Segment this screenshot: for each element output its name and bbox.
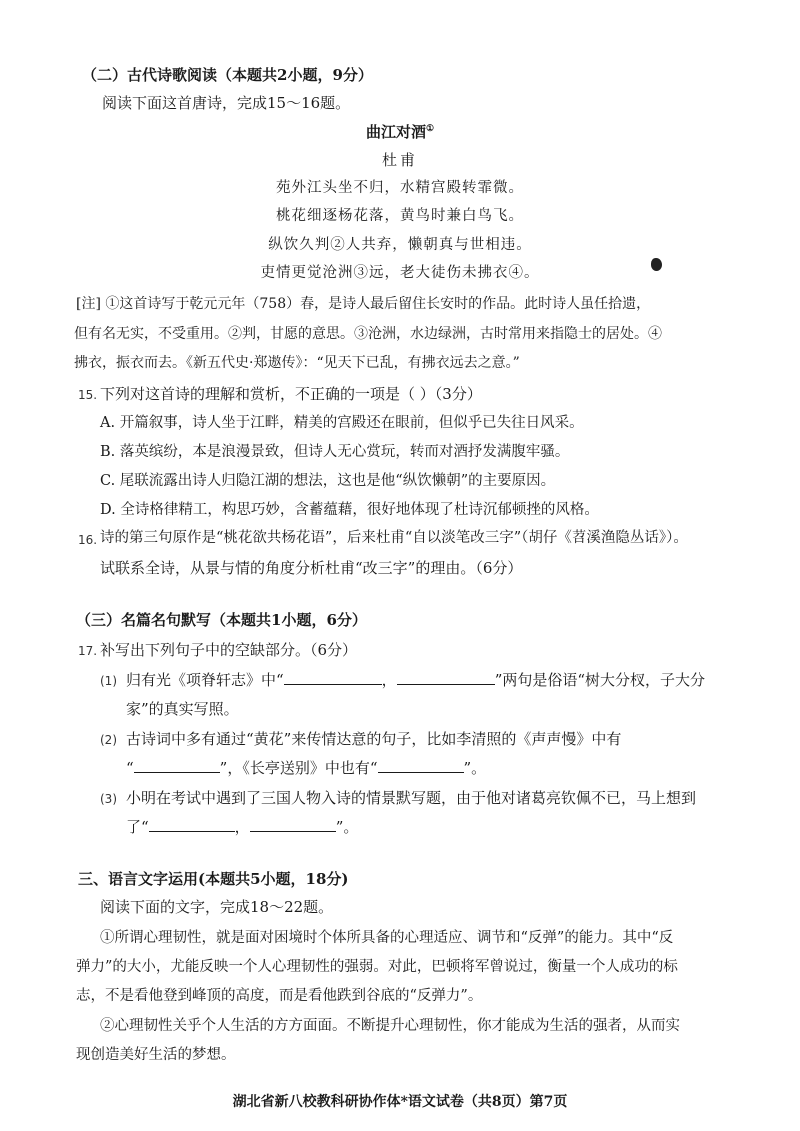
q17-sub1-line-1	[126, 671, 705, 689]
poem-title-note: ①	[425, 124, 435, 134]
part3-para1-line-1: ①所谓心理韧性，就是面对困境时个体所具备的心理适应、调节和“反弹”的能力。其中“反	[100, 930, 674, 946]
q17-sub3-text-c: ，	[234, 818, 250, 836]
q17-sub1-text-b: ，	[381, 671, 397, 689]
poem-line-2: 桃花细逐杨花落，黄鸟时兼白鸟飞。	[276, 208, 524, 224]
page-footer: 湖北省新八校教科研协作体*语文试卷（共8页）第7页	[232, 1094, 568, 1110]
q17-sub2-blank-1[interactable]	[134, 760, 220, 773]
q16-number: 16.	[78, 533, 98, 547]
q17-stem: 补写出下列句子中的空缺部分。（6分）	[100, 641, 358, 659]
q17-sub1-number: (1)	[100, 674, 117, 688]
q15-stem: 下列对这首诗的理解和赏析，不正确的一项是（ ）（3分）	[100, 385, 482, 403]
poem-title-text: 曲江对酒	[365, 123, 426, 141]
q16-line-1: 诗的第三句原作是“桃花欲共杨花语”，后来杜甫“自以淡笔改三字”（胡仔《苕溪渔隐丛话》）。	[100, 530, 688, 546]
section3-title: （三）名篇名句默写（本题共1小题，6分）	[76, 611, 367, 629]
q17-sub2-blank-2[interactable]	[378, 760, 464, 773]
q17-sub1-blank-2[interactable]	[397, 672, 495, 685]
part3-title: 三、语言文字运用(本题共5小题，18分)	[78, 870, 349, 888]
q15-number: 15.	[78, 388, 98, 402]
q17-sub2-line-1: 古诗词中多有通过“黄花”来传情达意的句子，比如李清照的《声声慢》中有	[126, 730, 622, 748]
q16-line-2: 试联系全诗，从景与情的角度分析杜甫“改三字”的理由。（6分）	[100, 559, 523, 577]
q17-sub3-text-b: 了“	[126, 818, 149, 836]
q17-sub3-text-d: ”。	[335, 818, 359, 836]
q17-sub3-number: (3)	[100, 792, 117, 806]
q15-option-c: C. 尾联流露出诗人归隐江湖的想法，这也是他“纵饮懒朝”的主要原因。	[100, 473, 556, 489]
poem-line-1: 苑外江头坐不归，水精宫殿转霏微。	[276, 180, 524, 196]
poem-line-3: 纵饮久判②人共弃，懒朝真与世相违。	[268, 237, 532, 253]
note-line-2: 但有名无实，不受重用。②判，甘愿的意思。③沧洲，水边绿洲，古时常用来指隐士的居处。④	[74, 326, 662, 342]
note-line-1: [注] ①这首诗写于乾元元年（758）春，是诗人最后留住长安时的作品。此时诗人虽任拾遗，	[76, 296, 651, 312]
poem-author: 杜甫	[381, 151, 418, 169]
poem-line-4: 吏情更觉沧洲③远，老大徒伤未拂衣④。	[260, 265, 540, 281]
q17-sub1-text-a: 归有光《项脊轩志》中“	[126, 671, 284, 689]
part3-instruction: 阅读下面的文字，完成18～22题。	[100, 898, 334, 916]
q15-option-d: D. 全诗格律精工，构思巧妙，含蓄蕴藉，很好地体现了杜诗沉郁顿挫的风格。	[100, 502, 599, 518]
q15-option-a: A. 开篇叙事，诗人坐于江畔，精美的宫殿还在眼前，但似乎已失往日风采。	[100, 415, 584, 431]
part3-para2-line-1: ②心理韧性关乎个人生活的方方面面。不断提升心理韧性，你才能成为生活的强者，从而实	[100, 1018, 680, 1034]
q17-number: 17.	[78, 644, 98, 658]
section2-title: （二）古代诗歌阅读（本题共2小题，9分）	[82, 66, 373, 84]
part3-para1-line-3: 志，不是看他登到峰顶的高度，而是看他跌到谷底的“反弹力”。	[76, 988, 483, 1004]
q17-sub2-line-2	[126, 759, 486, 777]
section2-instruction: 阅读下面这首唐诗，完成15～16题。	[102, 94, 351, 112]
q17-sub2-text-b: “	[126, 759, 134, 777]
part3-para1-line-2: 弹力”的大小，尤能反映一个人心理韧性的强弱。对此，巴顿将军曾说过，衡量一个人成功的标	[76, 959, 678, 975]
q17-sub3-line-1: 小明在考试中遇到了三国人物入诗的情景默写题，由于他对诸葛亮钦佩不已，马上想到	[126, 789, 697, 807]
part3-para2-line-2: 现创造美好生活的梦想。	[76, 1047, 236, 1063]
q17-sub1-blank-1[interactable]	[284, 672, 382, 685]
q17-sub3-blank-2[interactable]	[250, 819, 336, 832]
q17-sub3-blank-1[interactable]	[149, 819, 235, 832]
q17-sub2-text-d: ”。	[463, 759, 487, 777]
q17-sub1-line-2: 家”的真实写照。	[126, 700, 239, 718]
q17-sub1-text-c: ”两句是俗语“树大分杈，子大分	[494, 671, 706, 689]
q17-sub2-text-c: ”，《长亭送别》中也有“	[219, 759, 378, 777]
q17-sub2-number: (2)	[100, 733, 117, 747]
q17-sub3-line-2	[126, 818, 358, 836]
ink-smudge	[651, 258, 662, 271]
poem-title	[0, 123, 800, 141]
note-line-3: 拂衣，振衣而去。《新五代史·郑遨传》：“见天下已乱，有拂衣远去之意。”	[74, 355, 520, 371]
q15-option-b: B. 落英缤纷，本是浪漫景致，但诗人无心赏玩，转而对酒抒发满腹牢骚。	[100, 444, 570, 460]
